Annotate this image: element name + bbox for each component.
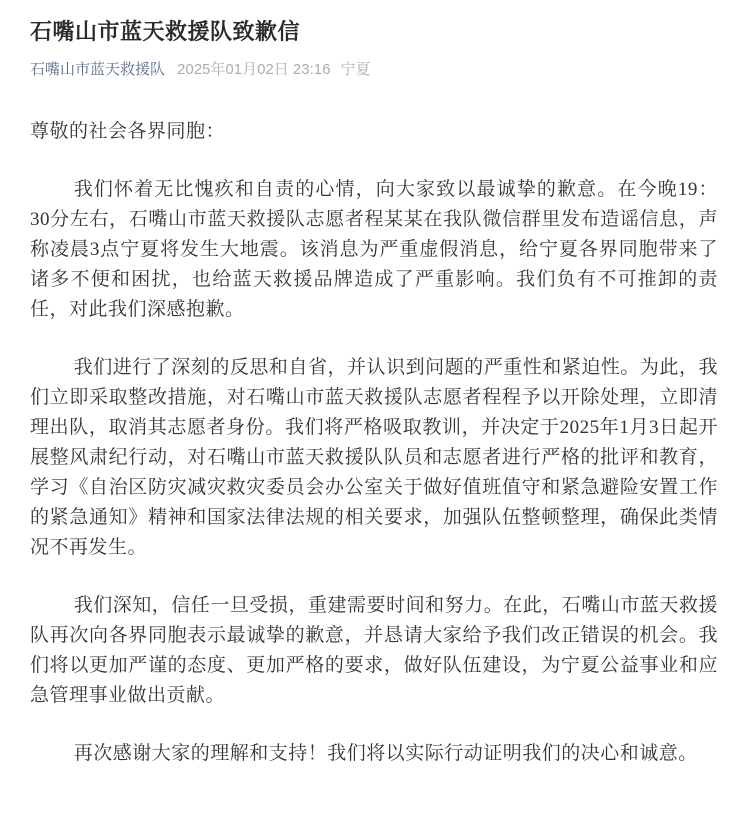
salutation-line: 尊敬的社会各界同胞： [30,121,226,142]
paragraph-closing-thanks: 再次感谢大家的理解和支持！我们将以实际行动证明我们的决心和诚意。 [73,743,698,764]
paragraph-corrective-measures: 我们进行了深刻的反思和自省，并认识到问题的严重性和紧迫性。为此，我们立即采取整改措施，对石嘴山市蓝天救援队志愿者程程予以开除处理，立即清理出队，取消其志愿者身份。我们将严格吸取教训，并决定于2025年1月3日起开展整风肃纪行动，对石嘴山市蓝天救援队队员和志愿者进行严格的批评和教育，学习《自治区防灾减灾救灾委员会办公室关于做好值班值守和紧急避险安置工作的紧急通知》精神和国家法律法规的相关要求，加强队伍整顿整理，确保此类情况不再发生。 [30,357,718,558]
publish-location: 宁夏 [340,61,371,78]
publish-date: 2025年01月02日 23:16 [177,61,331,78]
paragraph-apology: 我们怀着无比愧疚和自责的心情，向大家致以最诚挚的歉意。在今晚19：30分左右，石嘴山市蓝天救援队志愿者程某某在我队微信群里发布造谣信息，声称凌晨3点宁夏将发生大地震。该消息为严重虚假消息，给宁夏各界同胞带来了诸多不便和困扰，也给蓝天救援品牌造成了严重影响。我们负有不可推卸的责任，对此我们深感抱歉。 [30,179,718,320]
account-name-link[interactable]: 石嘴山市蓝天救援队 [30,61,166,78]
article-byline [30,60,718,79]
article-title: 石嘴山市蓝天救援队致歉信 [30,19,301,44]
paragraph-rebuilding-trust: 我们深知，信任一旦受损，重建需要时间和努力。在此，石嘴山市蓝天救援队再次向各界同胞表示最诚挚的歉意，并恳请大家给予我们改正错误的机会。我们将以更加严谨的态度、更加严格的要求，做好队伍建设，为宁夏公益事业和应急管理事业做出贡献。 [30,595,718,706]
article-body [30,117,718,769]
